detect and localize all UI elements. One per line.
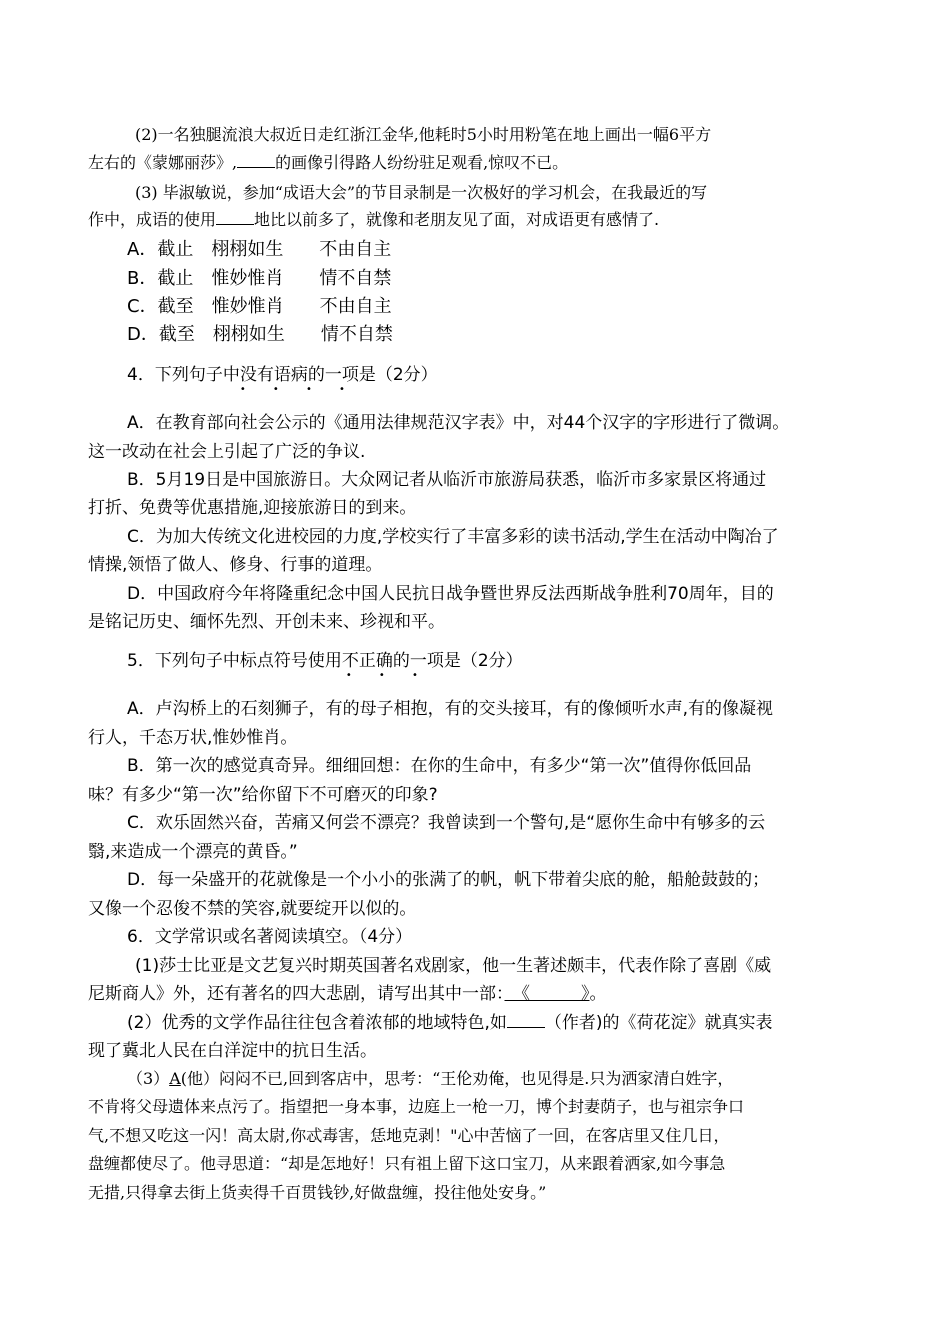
q5-option-a-line1: A．卢沟桥上的石刻狮子，有的母子相抱，有的交头接耳，有的像倾听水声,有的像凝视: [127, 699, 774, 719]
q6-item2-text-b: （作者)的《荷花淀》就真实表: [544, 1013, 773, 1033]
q3-item2-blank[interactable]: [237, 153, 275, 168]
q6-item3-line2: 不肯将父母遗体来点污了。指望把一身本事，边庭上一枪一刀，博个封妻荫子，也与祖宗争口: [88, 1097, 745, 1116]
q6-item1-period: 。: [589, 984, 607, 1004]
q4-option-c-line2: 情操,领悟了做人、修身、行事的道理。: [88, 555, 383, 575]
q6-item1-line2: [88, 979, 607, 1004]
q5-option-d-line2: 又像一个忍俊不禁的笑容,就要绽开以似的。: [88, 899, 417, 919]
q5-option-c-line1: C．欢乐固然兴奋，苦痛又何尝不漂亮？我曾读到一个警句,是“愿你生命中有够多的云: [127, 813, 766, 833]
q5-stem-a: 5．下列句子中标点符号使用: [127, 651, 342, 671]
emphasis-dots: • • • •: [239, 384, 357, 395]
q6-item3-prefix: （3）: [127, 1069, 170, 1088]
q4-stem: [127, 360, 438, 395]
q6-item3-line1: [127, 1066, 733, 1089]
q3-item2-line2: [88, 150, 568, 173]
q3-item3-line2: [88, 207, 659, 230]
q5-stem-emphasis: 不正确 • • •: [341, 651, 430, 681]
q4-option-a-line1: A．在教育部向社会公示的《通用法律规范汉字表》中，对44个汉字的字形进行了微调。: [127, 413, 790, 433]
q6-item1-answer-blank[interactable]: 《 》: [521, 984, 590, 1004]
q4-option-b-line2: 打折、免费等优惠措施,迎接旅游日的到来。: [88, 498, 417, 518]
q6-item2-text-a: (2）优秀的文学作品往往包含着浓郁的地域特色,如: [127, 1013, 507, 1033]
q3-option-a: A．截止 栩栩如生 不由自主: [127, 239, 392, 260]
q4-option-d-line1: D．中国政府今年将隆重纪念中国人民抗日战争暨世界反法西斯战争胜利70周年，目的: [127, 584, 774, 604]
q3-item2-text-b: 的画像引得路人纷纷驻足观看,惊叹不已。: [275, 153, 569, 172]
q3-item2-line1: (2)一名独腿流浪大叔近日走红浙江金华,他耗时5小时用粉笔在地上画出一幅6平方: [135, 125, 712, 144]
q6-item3-line4: 盘缠都使尽了。他寻思道：“却是怎地好！只有祖上留下这口宝刀，从来跟着洒家,如今事急: [88, 1154, 726, 1173]
q5-option-b-line1: B．第一次的感觉真奇异。细细回想：在你的生命中，有多少“第一次”值得你低回品: [127, 756, 752, 776]
q6-item2-blank[interactable]: [507, 1013, 545, 1028]
q5-option-a-line2: 行人，千态万状,惟妙惟肖。: [88, 728, 298, 748]
q5-option-c-line2: 翳,来造成一个漂亮的黄昏。”: [88, 842, 298, 862]
q5-option-d-line1: D．每一朵盛开的花就像是一个小小的张满了的帆，帆下带着尖底的舱，船舱鼓鼓的；: [127, 870, 770, 890]
q4-stem-a: 4．下列句子中: [127, 365, 240, 385]
q4-stem-emphasis: 没有语病 • • • •: [239, 365, 357, 395]
emphasis-dots: • • •: [345, 670, 430, 681]
q3-item3-blank[interactable]: [216, 210, 254, 225]
q5-option-b-line2: 味？有多少“第一次”给你留下不可磨灭的印象?: [88, 785, 438, 805]
q3-item3-text-b: 地比以前多了，就像和老朋友见了面，对成语更有感情了.: [254, 210, 660, 229]
q6-item3-line5: 无措,只得拿去街上货卖得千百贯钱钞,好做盘缠，投往他处安身。”: [88, 1183, 547, 1202]
q5-stem: [127, 646, 523, 681]
q4-stem-b: 的一项是（2分）: [307, 365, 438, 385]
q3-item3-text-a: 作中，成语的使用: [88, 210, 217, 229]
q6-item3-blank[interactable]: A: [169, 1069, 181, 1088]
q3-option-d: D．截至 栩栩如生 情不自禁: [127, 324, 393, 345]
q3-option-c: C．截至 惟妙惟肖 不由自主: [127, 296, 392, 317]
q4-option-d-line2: 是铭记历史、缅怀先烈、开创未来、珍视和平。: [88, 612, 445, 632]
q6-item1-line1: (1)莎士比亚是文艺复兴时期英国著名戏剧家，他一生著述颇丰，代表作除了喜剧《威: [135, 956, 772, 976]
q4-option-a-line2: 这一改动在社会上引起了广泛的争议.: [88, 442, 366, 462]
q5-stem-b: 的一项是（2分）: [392, 651, 523, 671]
q6-item2-line1: [127, 1008, 773, 1033]
q6-item3-line3: 气,不想又吃这一闪！高太尉,你忒毒害，恁地克剥！"心中苦恼了一回，在客店里又住几日，: [88, 1126, 730, 1145]
q3-item3-line1: (3) 毕淑敏说，参加“成语大会”的节目录制是一次极好的学习机会，在我最近的写: [135, 183, 708, 202]
q4-option-c-line1: C．为加大传统文化进校园的力度,学校实行了丰富多彩的读书活动,学生在活动中陶冶了: [127, 527, 779, 547]
q4-option-b-line1: B．5月19日是中国旅游日。大众网记者从临沂市旅游局获悉，临沂市多家景区将通过: [127, 470, 767, 490]
q6-item1-text: 尼斯商人》外，还有著名的四大悲剧，请写出其中一部：: [88, 984, 505, 1004]
q3-option-b: B．截止 惟妙惟肖 情不自禁: [127, 268, 392, 289]
q6-item2-line2: 现了冀北人民在白洋淀中的抗日生活。: [88, 1041, 377, 1061]
q6-stem: 6．文学常识或名著阅读填空。（4分）: [127, 927, 413, 947]
q3-item2-text-a: 左右的《蒙娜丽莎》,: [88, 153, 238, 172]
q6-item3-text: (他）闷闷不已,回到客店中，思考：“王伦劝俺，也见得是.只为洒家清白姓字，: [180, 1069, 734, 1088]
